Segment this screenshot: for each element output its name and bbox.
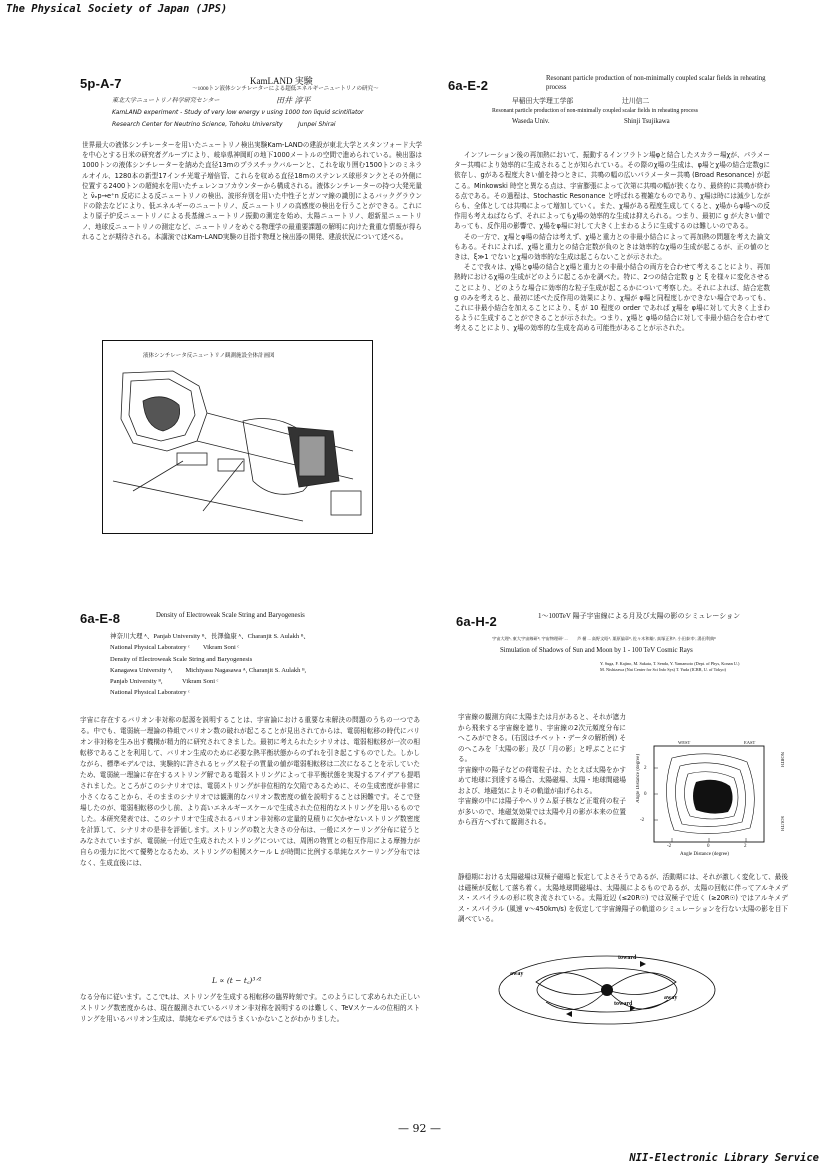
abstract-body (458, 712, 626, 828)
author-line: National Physical Laboratory ᶜ (110, 689, 190, 696)
chart-x-axis-label: Angle Distance (degree) (680, 852, 729, 857)
abstract-code: 5p-A-7 (80, 76, 122, 91)
author-line: 神奈川大理 ᴬ、Panjab University ᴮ、長澤倫康 ᴬ、Charanjit S. Aulakh ᴮ、 (110, 633, 310, 640)
detector-drawing (103, 341, 372, 533)
field-diagram (496, 952, 718, 1028)
author-line: National Physical Laboratory ᶜ Vikram Soni ᶜ (110, 644, 240, 651)
label-away: away (510, 971, 524, 977)
title-en: KamLAND experiment - Study of very low energy ν using 1000 ton liquid scintillator (112, 109, 364, 116)
affiliation-en: Research Center for Neutrino Science, Tohoku University (112, 121, 283, 128)
paragraph: インフレーション後の再加熱において、振動するインフラトン場φと結合したスカラー場χが、パラメーター共鳴により効率的に生成されることが知られている。その際のχ場の生成は、φ場とχ場の結合定数gに依存し、gがある程度大きい値を持つときに、共鳴の幅の広いパラメーター共鳴 (Broad Resonance) が起こる。Minkowski 時空と異なる点は、宇宙膨張によって次第に共鳴の幅が狭くなり、最終的に共鳴が終わる点である。その過程は、Stochastic Resonance と呼ばれる複雑なものであり、χ場は時には減少しながらも、全体としては共鳴によって増加していく。また、χ場がある程度生成してくると、χ場からφ場への反作用も考えねばならず、それによってもχ場の効率的な生成は抑えられる。つまり、最初に g が大きい値であっても、反作用の影響で、χ場をφ場に対して大きく上まわるように生成するのは難しいのである。 (454, 151, 770, 231)
chart-x-tick: 2 (744, 844, 747, 849)
paragraph: その一方で、χ場とφ場の結合は考えず、χ場と重力との非最小結合によって再加熱の問題を考えた論文もある。それによれば、χ場と重力との結合定数が負のときは効率的なχ場の生成が起こるが、正の値のときは、ξ≫1 でないとχ場の効率的な生成は起こらないことが示された。 (454, 232, 770, 262)
affiliation-en: Waseda Univ. (512, 118, 550, 125)
chart-y-tick: -2 (640, 818, 645, 823)
author-jp: 辻川信二 (622, 98, 650, 105)
paragraph: 宇宙線の中には陽子やヘリウム原子核など正電荷の粒子が多いので、地磁気効果では太陽や月の影が本来の位置から西方へずれて観測される。 (458, 797, 626, 826)
chart-north-label: NORTH (780, 752, 785, 768)
chart-x-tick: -2 (667, 844, 672, 849)
author-en: Junpei Shirai (298, 121, 336, 128)
field-lines (496, 952, 718, 1028)
paragraph: 宇宙線中の陽子などの荷電粒子は、たとえば太陽をかすめて地球に到達する場合、太陽磁場、太陽・地球間磁場および、地磁気によりその軌道が曲げられる。 (458, 765, 626, 795)
affiliation-jp: 東北大学ニュートリノ科学研究センター (112, 97, 220, 104)
chart-south-label: SOUTH (780, 816, 785, 832)
author-line: Density of Electroweak Scale String and Baryogenesis (110, 656, 253, 663)
abstract-title: Resonant particle production of non-minimally coupled scalar fields in reheating process (546, 75, 766, 91)
authors-en: M. Nishizawa (Nat Center for Sci Info Sys) T. Yuda (ICRR, U. of Tokyo) (600, 667, 726, 672)
chart-west-label: WEST (678, 740, 691, 745)
figure-caption: 液体シンチレータ反ニュートリノ観測施設全体計画図 (143, 353, 275, 359)
chart-y-axis-label: Angle Distance (degree) (636, 754, 641, 803)
chart-east-label: EAST (744, 740, 756, 745)
running-header: The Physical Society of Japan (JPS) (6, 3, 228, 15)
abstract-title: 1〜100TeV 陽子宇宙線による月及び太陽の影のシミュレーション (538, 612, 741, 620)
abstract-body (458, 872, 788, 925)
title-en: Simulation of Shadows of Sun and Moon by 1 - 100 TeV Cosmic Rays (500, 647, 693, 654)
chart-y-tick: 2 (644, 766, 647, 771)
contour-plot (632, 738, 792, 862)
formula: L ∝ (t − t꜀)³ᐟ² (212, 976, 262, 985)
paragraph: 静穏期における太陽磁場は双極子磁場と仮定してよさそうであるが、活動期には、それが激しく変化して、最後は磁極が反転して落ち着く。太陽地球間磁場は、太陽風によるものであるが、太陽の回転に伴ってアルキメデス・スパイラルの形に吹き流されている。太陽近辺 (≤20R☉) では双極子で近く (≥20R☉) ではアルキメデス・スパイラル (風速 v〜450km/s) を仮定して宇宙線陽子の軌道のシミュレーションを行ない太陽の影を目下調べている。 (458, 873, 788, 923)
title-en: Resonant particle production of non-minimally coupled scalar fields in reheating process (492, 108, 699, 114)
chart-y-tick: 0 (644, 792, 647, 797)
label-away: away (664, 995, 678, 1001)
abstract-title: KamLAND 実験 (250, 76, 313, 86)
detector-figure (102, 340, 373, 534)
affiliation-jp: 早稲田大学理工学部 (512, 98, 574, 105)
abstract-title: Density of Electroweak Scale String and Baryogenesis (156, 612, 305, 619)
abstract-body: 宇宙に存在するバリオン非対称の起源を説明することは、宇宙論における重要な未解決の問題のうちの一つである。中でも、電弱統一理論の枠組でバリオン数の破れが起こることが見出されてからは、電弱相転移の時代にバリオン非対称を生み出す機構が精力的に研究されてきました。最初に考えられたシナリオは、電弱相転移が一次の相転移であることを利用して、バリオン生成のために必要な熱平衡状態からのずれを引き起こすものでした。しかしながら、標準モデルでは、実験的に許されるヒッグス粒子の質量の値が電弱相転移は二次になることを示していたため、電弱統一理論に存在するストリング解である電弱ストリングによって非平衡状態を実現するアイデアも提唱されました。ところがこのシナリオでは、電弱ストリングが非位相的な欠陥であるために、その生成密度が非常に小さくなることから、そのままのシナリオでは観測的なバリオン数密度の値を説明することは困難です。そこで登場したのが、電弱相転移の少し前、より高いエネルギースケールで生成された位相的なストリングを用いるものでした。本研究発表では、このシナリオで生成されるバリオン非対称の定量的見積りに欠かせないストリング数密度を計算して、シナリオの是非を評価します。ストリングの数と大きさの分布は、一般にスケーリング分布に従うとみなされていますが、電弱統一付近で生成されたストリングについては、周囲の物質との相互作用による摩擦力が自らの張力に比べて優勢となるため、ストリングの相関スケール L が時間に比例する単純なスケーリング分布ではなく、生成直後には、 (80, 716, 420, 867)
shadow-contour-chart (632, 738, 792, 862)
paragraph: 宇宙線の観測方向に太陽または月があると、それが遮力から飛来する宇宙線を遮り、宇宙線の2次元頻度分布にへこみができる。(右図はチベット・データの解析例) そのへこみを「太陽の影」及び「月の影」と呼ぶことにする。 (458, 713, 626, 763)
running-footer: NII-Electronic Library Service (629, 1152, 819, 1164)
abstract-code: 6a-H-2 (456, 614, 497, 629)
author-line: Kanagawa University ᴬ, Michiyasu Nagasawa ᴬ, Charanjit S. Aulakh ᴮ, (110, 667, 307, 674)
authors-en: Y. Suga, F. Kajino, M. Sakata, T. Senda, Y. Yamamoto (Dept. of Phys, Konan U.) (600, 661, 740, 666)
label-toward: toward (618, 955, 637, 961)
page-number: — 92 — (398, 1122, 441, 1135)
abstract-body: 世界最大の液体シンチレーターを用いたニュートリノ検出実験Kam-LANDの建設が東北大学とスタンフォード大学を中心とする日米の研究者グループにより、岐阜県神岡町の地下1000メートルの空間で進められている。検出器は1000トンの液体シンチレーターを納めた直径13mのプラスチックバルーンと、これを取り囲む1500トンのミネラルオイル、1280本の新型17インチ光電子増倍管、これらを収める直径18mのステンレス球形タンクとその外側に位置する2400トンの超純水を用いたチェレンコフカウンターから構成される。液体シンチレーターの持つ大発光量と ν̄ₑp→e⁺n 反応による反ニュートリノの検出、波形弁別を用いた中性子とガンマ線の識別によるバックグラウンドの除去などにより、低エネルギーのニュートリノ、反ニュートリノの高感度の検出を行うことができる。これにより原子炉反ニュートリノによる長基線ニュートリノ振動の測定を始め、太陽ニュートリノ、超新星ニュートリノ、地球反ニュートリノの測定など、ニュートリノをめぐる物理学の最重要課題の解明に向けた貴重な情報が得られることが期待される。本講演ではKam-LAND実験の目指す物理と検出器の開発、建設状況について述べる。 (82, 141, 422, 241)
author-jp: 田井 淳平 (276, 96, 311, 105)
abstract-body (454, 150, 770, 334)
chart-x-tick: 0 (707, 844, 710, 849)
label-toward: toward (614, 1001, 633, 1007)
paragraph: そこで我々は、χ場とφ場の結合とχ場と重力との非最小結合の両方を合わせて考えることにより、再加熱時におけるχ場の生成がどのように起こるかを調べた。特に、2つの結合定数 g と ξ を様々に変化させることにより、どのような場合に効率的な粒子生成が起こるかについて考察した。それによれば、結合定数 g のみを考えると、最初に述べた反作用の効果により、χ場が φ場と同程度しかできない場合であっても、これに非最小結合を加えることにより、ξ が 10 程度の order であれば χ場を φ場に対して大きく上まわるように生成することができることが示された。つまり、χ場と φ場の結合に対して非最小結合を合わせて考えることにより、χ場の効率的な生成を高める可能性があることが示された。 (454, 263, 770, 333)
abstract-code: 6a-E-2 (448, 78, 489, 93)
abstract-code: 6a-E-8 (80, 611, 121, 626)
author-en: Shinji Tsujikawa (624, 118, 670, 125)
author-line: Panjab University ᴮ, Vikram Soni ᶜ (110, 678, 219, 685)
abstract-subtitle: 〜1000トン液体シンチレーターによる超低エネルギーニュートリノの研究〜 (192, 86, 379, 92)
abstract-body: なる分布に従います。ここでt꜀は、ストリングを生成する相転移の臨界時刻です。このようにして求められた正しいストリング数密度からは、現在観測されているバリオン非対称を説明するのは難しく、TeVスケールの位相的ストリングを用いるバリオン生成は、単純なモデルではうまくいかないことがわかりました。 (80, 993, 420, 1023)
authors-jp: 宇宙大理ᴬ, 東大宇宙線研ᴮ, 宇宙物理研ᶜ ... 芦 楯 ... 高野文昭ᴬ, 栗原倫章ᴮ, 佐々木和雄ᶜ, 真塚正和ᴬ, 小田泰幸ᶜ, 湯田利典ᴮ (492, 636, 716, 641)
